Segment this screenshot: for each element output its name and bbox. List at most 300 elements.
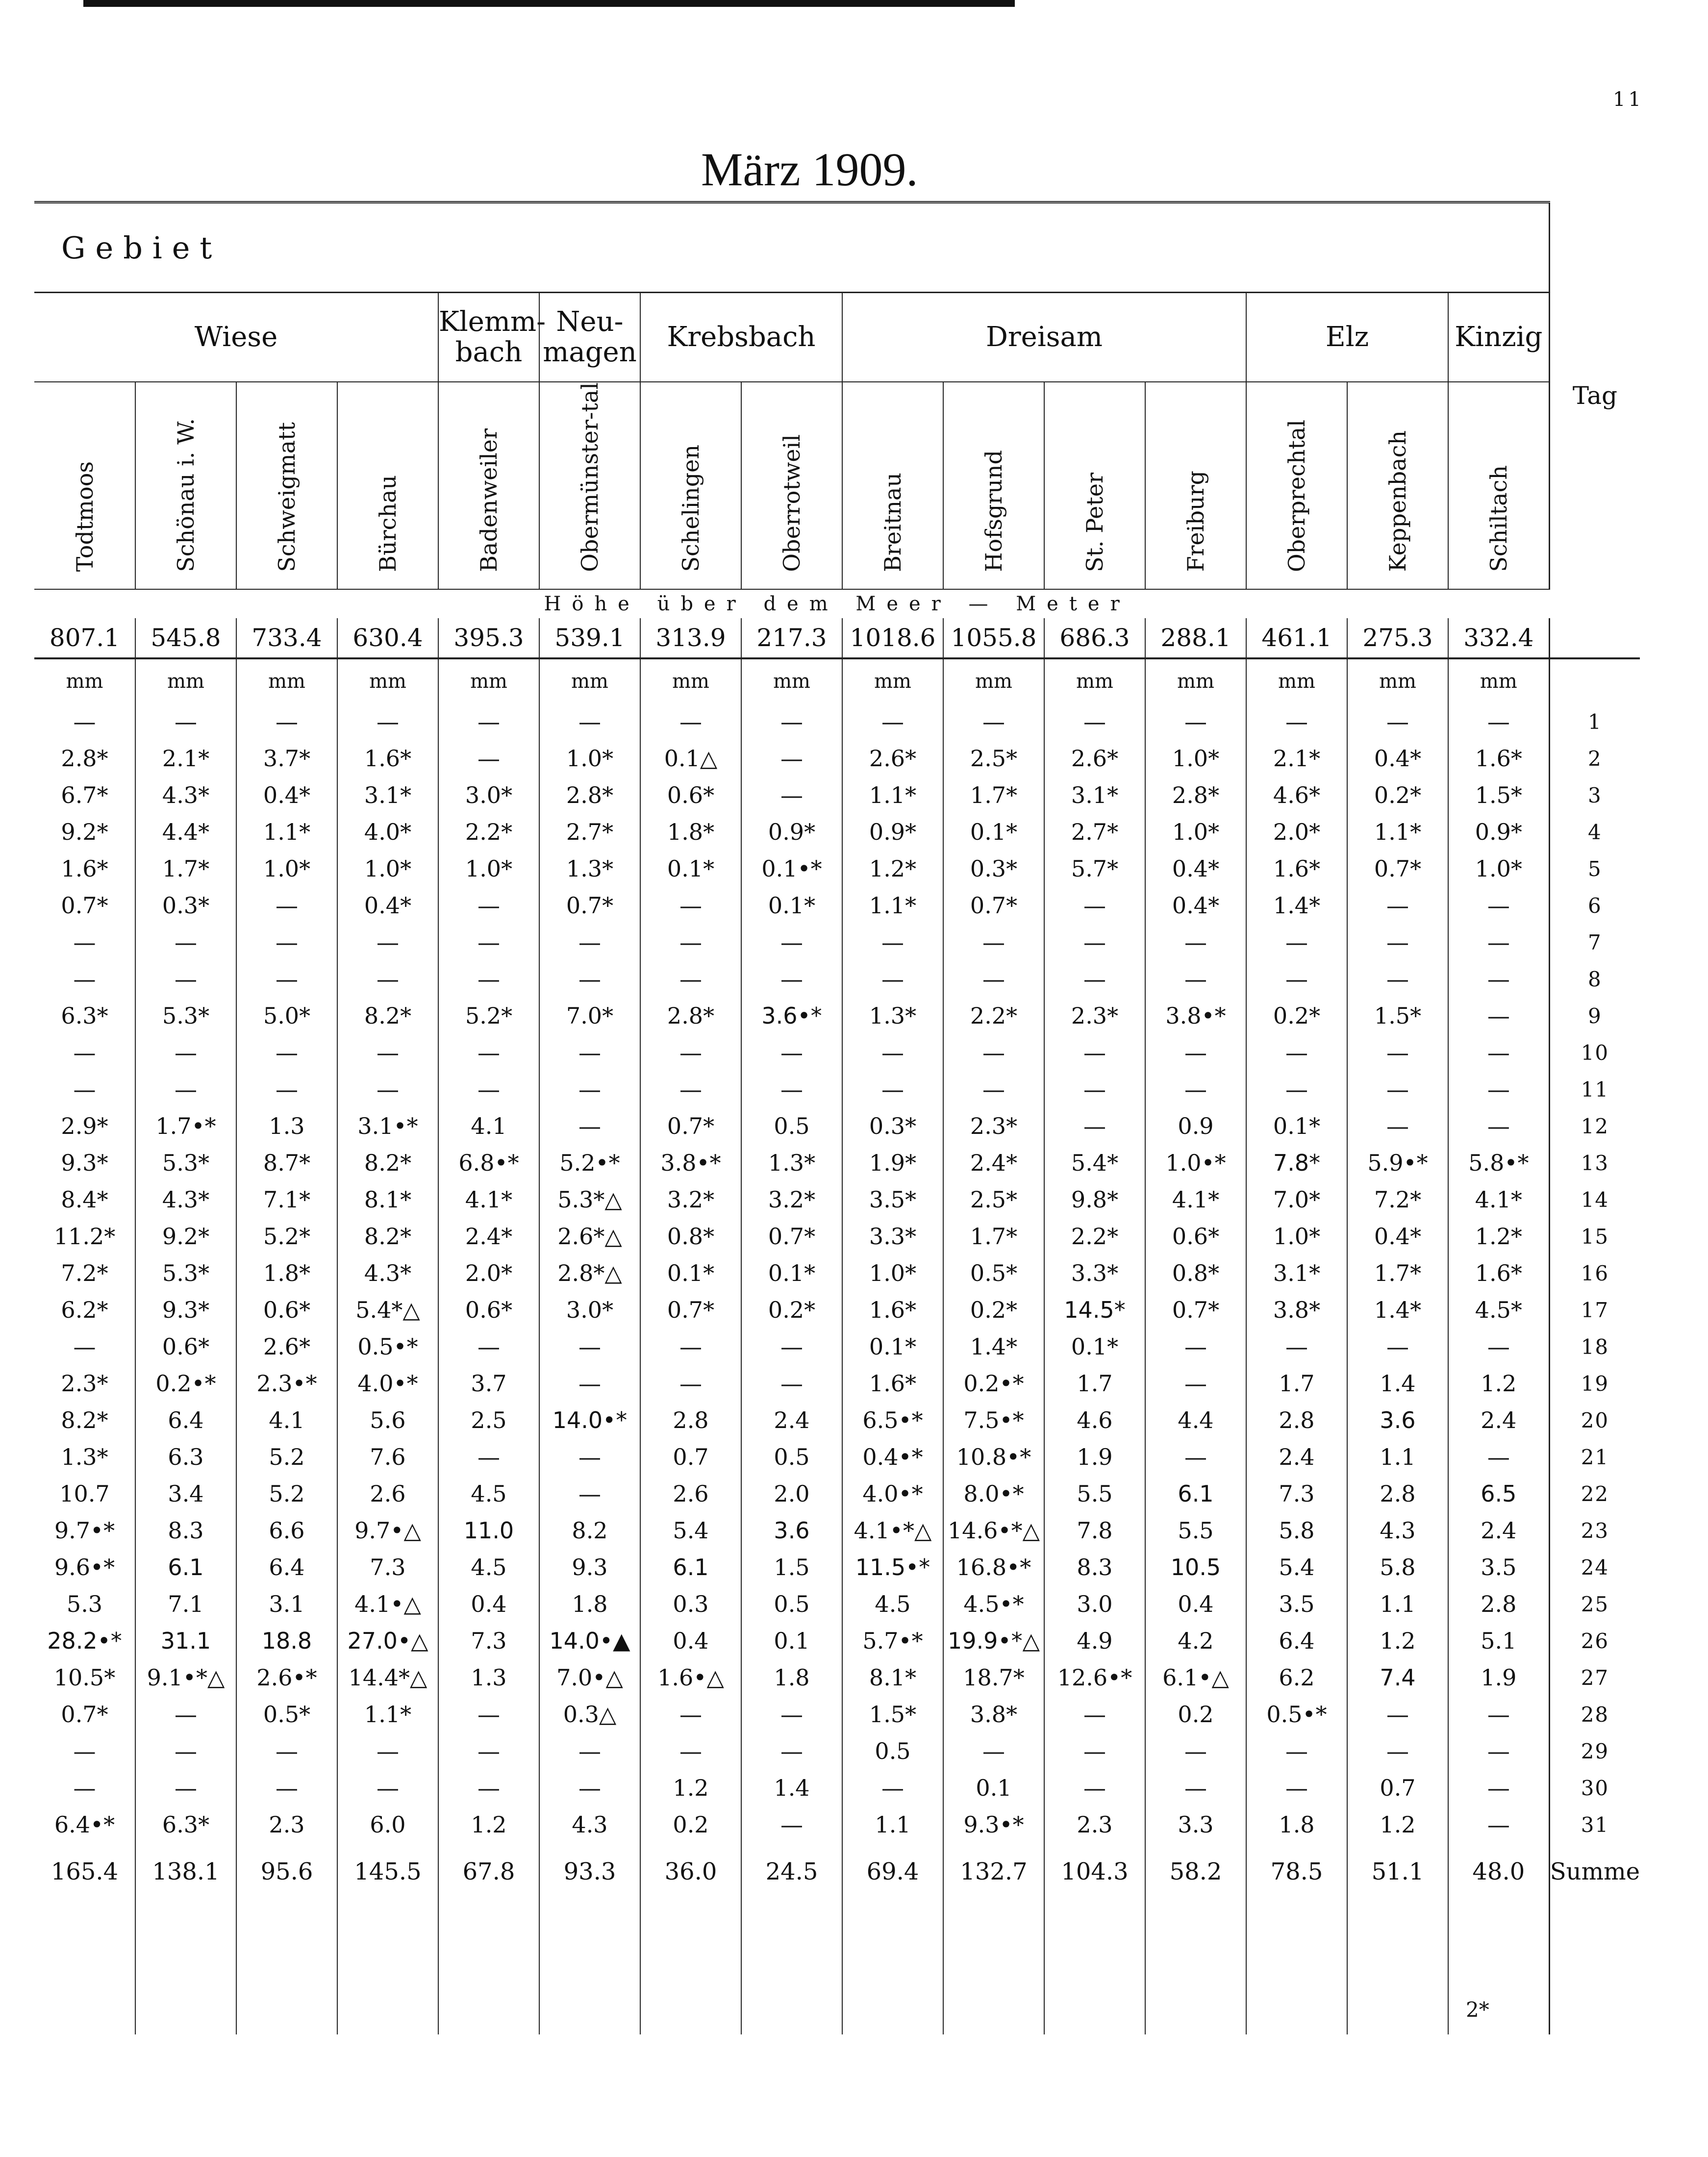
precip-value: 7.6: [337, 1439, 438, 1476]
monthly-sum: 95.6: [236, 1843, 337, 1927]
precip-value: —: [1347, 887, 1448, 924]
day-number: 14: [1549, 1181, 1640, 1218]
precip-value: 4.3*: [135, 1181, 236, 1218]
precip-value: —: [539, 1733, 640, 1770]
precip-value: 5.4: [1246, 1549, 1347, 1586]
station-elevation: 545.8: [135, 618, 236, 658]
precip-value: —: [1246, 1770, 1347, 1806]
station-elevation: 807.1: [34, 618, 135, 658]
unit-label: mm: [1347, 658, 1448, 703]
precip-value: 1.7*: [943, 1218, 1044, 1255]
precip-value: 1.3: [236, 1108, 337, 1145]
precip-value: 12.6•*: [1044, 1659, 1145, 1696]
precip-value: 3.6•*: [741, 998, 842, 1034]
precip-value: 8.2*: [34, 1402, 135, 1439]
precip-value: 0.7*: [539, 887, 640, 924]
precip-value: —: [1145, 961, 1246, 998]
table-row: [34, 1071, 1640, 1108]
precip-value: 8.2*: [337, 1218, 438, 1255]
precip-value: —: [1487, 1333, 1510, 1360]
precip-value: —: [539, 703, 640, 740]
precip-value: —: [34, 1733, 135, 1770]
precip-value: —: [1145, 924, 1246, 961]
precip-value: —: [943, 1034, 1044, 1071]
spacer-cell: [640, 1927, 741, 2034]
precip-value: 0.2*: [1246, 998, 1347, 1034]
precip-value: 3.3*: [842, 1218, 943, 1255]
precip-value: 1.0*: [1475, 855, 1522, 882]
precip-value: 2.6*: [236, 1329, 337, 1365]
precip-value: 0.7*: [34, 887, 135, 924]
precip-value: —: [1145, 1439, 1246, 1476]
precip-value: 4.0*: [337, 814, 438, 851]
station-elevation: 1055.8: [943, 618, 1044, 658]
precip-value: 5.2*: [438, 998, 539, 1034]
day-number: 20: [1549, 1402, 1640, 1439]
precip-value: —: [135, 1071, 236, 1108]
precip-value: 3.3: [1145, 1806, 1246, 1843]
precip-value: 10.5*: [34, 1659, 135, 1696]
unit-label: mm: [1246, 658, 1347, 703]
day-number: 13: [1549, 1145, 1640, 1181]
precip-value: —: [1487, 1076, 1510, 1103]
station-header: [1347, 382, 1448, 589]
precip-value: —: [236, 924, 337, 961]
precip-value: —: [1145, 1329, 1246, 1365]
station-header: [640, 382, 741, 589]
precip-value: 2.6: [337, 1476, 438, 1512]
precip-value: 0.4*: [1145, 887, 1246, 924]
precip-value: 10.5: [1145, 1549, 1246, 1586]
day-number: 16: [1549, 1255, 1640, 1292]
spacer-cell: [337, 1927, 438, 2034]
precip-value: 1.4: [741, 1770, 842, 1806]
precip-value: —: [438, 1696, 539, 1733]
precip-value: 2.7*: [1044, 814, 1145, 851]
monthly-sum: 24.5: [741, 1843, 842, 1927]
precip-value: —: [1145, 1733, 1246, 1770]
precip-value: 0.6*: [640, 777, 741, 814]
precip-value: 0.4: [438, 1586, 539, 1623]
table-row: [34, 740, 1640, 777]
precip-value: 1.6*: [337, 740, 438, 777]
precip-value: 1.2: [438, 1806, 539, 1843]
precip-value: 2.9*: [34, 1108, 135, 1145]
precip-value: 1.3*: [842, 998, 943, 1034]
day-number: 26: [1549, 1623, 1640, 1659]
precip-value: —: [1145, 1071, 1246, 1108]
precip-value: 4.3: [1347, 1512, 1448, 1549]
station-name: Obermünster-tal: [577, 382, 603, 572]
precip-value: 16.8•*: [943, 1549, 1044, 1586]
precip-value: 0.2: [1145, 1696, 1246, 1733]
precip-value: 14.0•▲: [539, 1623, 640, 1659]
table-row: [34, 1329, 1640, 1365]
precip-value: —: [741, 1071, 842, 1108]
precip-value: —: [1044, 1071, 1145, 1108]
precip-value: 4.5•*: [943, 1586, 1044, 1623]
precip-value: 2.4: [741, 1402, 842, 1439]
precip-value: 1.0•*: [1145, 1145, 1246, 1181]
day-number: 2: [1549, 740, 1640, 777]
precip-value: 1.4*: [1347, 1292, 1448, 1329]
day-number: 6: [1549, 887, 1640, 924]
unit-label: mm: [1044, 658, 1145, 703]
precip-value: 4.1*: [1475, 1186, 1522, 1213]
day-number: 24: [1549, 1549, 1640, 1586]
precip-value: —: [741, 1365, 842, 1402]
precip-value: 5.4: [640, 1512, 741, 1549]
precip-value: 5.6: [337, 1402, 438, 1439]
day-number: 29: [1549, 1733, 1640, 1770]
precip-value: 1.4*: [1246, 887, 1347, 924]
precip-value: 1.6*: [34, 851, 135, 887]
precip-value: —: [135, 1770, 236, 1806]
precip-value: 4.3*: [337, 1255, 438, 1292]
precip-value: 1.1*: [842, 777, 943, 814]
precip-value: —: [539, 1108, 640, 1145]
precip-value: 6.2: [1246, 1659, 1347, 1696]
monthly-sum: 58.2: [1145, 1843, 1246, 1927]
precip-value: 8.2*: [337, 998, 438, 1034]
precip-value: —: [1487, 892, 1510, 919]
precip-value: —: [34, 1071, 135, 1108]
precip-value: 1.0*: [337, 851, 438, 887]
precip-value: 1.5: [741, 1549, 842, 1586]
day-number: 17: [1549, 1292, 1640, 1329]
unit-label: mm: [135, 658, 236, 703]
precip-value: 14.0•*: [539, 1402, 640, 1439]
precip-value: 5.3*: [135, 998, 236, 1034]
station-elevation: 313.9: [640, 618, 741, 658]
precip-value: 0.5•*: [1246, 1696, 1347, 1733]
table-row: [34, 814, 1640, 851]
precip-value: 3.2*: [741, 1181, 842, 1218]
precip-value: 0.4: [1145, 1586, 1246, 1623]
precip-value: —: [1347, 703, 1448, 740]
unit-label: mm: [943, 658, 1044, 703]
precip-value: 6.3: [135, 1439, 236, 1476]
precip-value: 3.1*: [1246, 1255, 1347, 1292]
precip-value: —: [539, 1329, 640, 1365]
precip-value: 8.4*: [34, 1181, 135, 1218]
precip-value: 19.9•*△: [943, 1623, 1044, 1659]
spacer-cell: [943, 1927, 1044, 2034]
precip-value: —: [741, 740, 842, 777]
station-header: [943, 382, 1044, 589]
station-header: [135, 382, 236, 589]
precip-value: 1.6*: [842, 1365, 943, 1402]
precip-value: 0.7*: [1347, 851, 1448, 887]
precip-value: 4.3: [539, 1806, 640, 1843]
unit-label: mm: [34, 658, 135, 703]
station-name: St. Peter: [1081, 472, 1108, 572]
precip-value: 6.1: [1145, 1476, 1246, 1512]
precip-value: 2.4: [1481, 1517, 1517, 1544]
precip-value: 8.3: [135, 1512, 236, 1549]
precip-value: 7.4: [1347, 1659, 1448, 1696]
precip-value: 5.0*: [236, 998, 337, 1034]
precip-value: 7.3: [438, 1623, 539, 1659]
unit-label: mm: [438, 658, 539, 703]
precip-value: 2.0*: [1246, 814, 1347, 851]
precip-value: 0.3△: [539, 1696, 640, 1733]
precip-value: 0.2: [640, 1806, 741, 1843]
precip-value: 2.8*△: [539, 1255, 640, 1292]
precip-value: 5.7•*: [842, 1623, 943, 1659]
precip-value: 0.3*: [842, 1108, 943, 1145]
precip-value: 1.6*: [1475, 1260, 1522, 1287]
precip-value: —: [135, 703, 236, 740]
precip-value: 2.3*: [943, 1108, 1044, 1145]
precip-value: —: [438, 1329, 539, 1365]
precip-value: 3.0*: [539, 1292, 640, 1329]
precip-value: 8.0•*: [943, 1476, 1044, 1512]
footer-mark: 2*: [1466, 1998, 1489, 2022]
precip-value: 0.6*: [236, 1292, 337, 1329]
station-elevation: 395.3: [438, 618, 539, 658]
river-klemmbach: Klemm-bach: [438, 293, 539, 382]
precip-value: 5.7*: [1044, 851, 1145, 887]
precip-value: 6.1: [640, 1549, 741, 1586]
precip-value: 3.0*: [438, 777, 539, 814]
precip-value: 0.5: [741, 1586, 842, 1623]
precip-value: 6.5: [1481, 1480, 1517, 1507]
precip-value: 1.4*: [943, 1329, 1044, 1365]
precip-value: 0.2•*: [135, 1365, 236, 1402]
precip-value: 5.5: [1145, 1512, 1246, 1549]
precip-value: 0.9: [1145, 1108, 1246, 1145]
precip-value: 3.6: [1347, 1402, 1448, 1439]
precip-value: 0.1: [741, 1623, 842, 1659]
precip-value: 6.7*: [34, 777, 135, 814]
station-header: [1448, 382, 1549, 589]
precip-value: —: [337, 961, 438, 998]
precip-value: 3.6: [741, 1512, 842, 1549]
gebiet-header: Gebiet: [34, 202, 1549, 293]
precip-value: 0.8*: [1145, 1255, 1246, 1292]
precip-value: 2.3: [236, 1806, 337, 1843]
precip-value: 5.2•*: [539, 1145, 640, 1181]
spacer-cell: [1347, 1927, 1448, 2034]
precip-value: 2.8*: [34, 740, 135, 777]
precip-value: 14.5*: [1044, 1292, 1145, 1329]
precip-value: 2.4*: [943, 1145, 1044, 1181]
precip-value: —: [34, 703, 135, 740]
precip-value: 0.4•*: [842, 1439, 943, 1476]
precip-value: 0.1*: [640, 1255, 741, 1292]
elevation-caption: Höhe über dem Meer — Meter: [544, 592, 1130, 615]
table-row: [34, 961, 1640, 998]
precip-value: 8.2*: [337, 1145, 438, 1181]
precip-value: —: [1044, 1696, 1145, 1733]
precip-value: —: [640, 1733, 741, 1770]
day-number: 1: [1549, 703, 1640, 740]
precip-value: 3.8•*: [640, 1145, 741, 1181]
precip-value: 4.6: [1044, 1402, 1145, 1439]
precip-value: 0.1*: [943, 814, 1044, 851]
table-row: [34, 887, 1640, 924]
precip-value: 9.8*: [1044, 1181, 1145, 1218]
precip-value: —: [1487, 1738, 1510, 1765]
page-number: 11: [1613, 88, 1644, 111]
precip-value: 1.2: [1347, 1806, 1448, 1843]
precip-value: 4.0•*: [337, 1365, 438, 1402]
station-elevation: 630.4: [337, 618, 438, 658]
precip-value: 2.5*: [943, 740, 1044, 777]
precip-value: —: [842, 924, 943, 961]
precip-value: 1.1*: [1347, 814, 1448, 851]
precip-value: 3.7*: [236, 740, 337, 777]
precip-value: —: [640, 703, 741, 740]
precip-value: 3.0: [1044, 1586, 1145, 1623]
precip-value: —: [943, 1733, 1044, 1770]
precip-value: —: [741, 961, 842, 998]
precip-value: 28.2•*: [34, 1623, 135, 1659]
precip-value: —: [1487, 1003, 1510, 1029]
precip-value: 5.3*△: [539, 1181, 640, 1218]
station-header: [337, 382, 438, 589]
precip-value: —: [135, 1034, 236, 1071]
precip-value: 8.1*: [337, 1181, 438, 1218]
precip-value: 11.0: [438, 1512, 539, 1549]
precip-value: 0.9*: [842, 814, 943, 851]
precip-value: —: [741, 777, 842, 814]
precip-value: 7.8*: [1246, 1145, 1347, 1181]
precip-value: 4.5*: [1475, 1297, 1522, 1324]
precip-value: —: [1487, 966, 1510, 993]
precip-value: 1.1: [1347, 1586, 1448, 1623]
precip-value: 2.3: [1044, 1806, 1145, 1843]
table-row: [34, 1255, 1640, 1292]
precip-value: 0.3: [640, 1586, 741, 1623]
table-row: [34, 924, 1640, 961]
precip-value: 2.8: [1246, 1402, 1347, 1439]
precip-value: 11.5•*: [842, 1549, 943, 1586]
precip-value: —: [741, 1696, 842, 1733]
precip-value: 2.6•*: [236, 1659, 337, 1696]
precip-value: —: [539, 1439, 640, 1476]
table-bottom-spacer: [34, 1927, 1640, 2034]
spacer-cell: [842, 1927, 943, 2034]
precip-value: —: [1487, 1811, 1510, 1838]
day-number: 5: [1549, 851, 1640, 887]
precip-value: 9.3•*: [943, 1806, 1044, 1843]
precip-value: —: [1347, 1034, 1448, 1071]
monthly-sum: 51.1: [1347, 1843, 1448, 1927]
precip-value: 0.1*: [741, 887, 842, 924]
monthly-sum: 132.7: [943, 1843, 1044, 1927]
precip-value: 1.9*: [842, 1145, 943, 1181]
precip-value: 2.8: [640, 1402, 741, 1439]
station-header: [842, 382, 943, 589]
precip-value: 1.6*: [1246, 851, 1347, 887]
precip-value: —: [337, 1770, 438, 1806]
station-elevation: 275.3: [1347, 618, 1448, 658]
precip-value: 7.1: [135, 1586, 236, 1623]
precip-value: 3.8*: [1246, 1292, 1347, 1329]
precip-value: —: [34, 924, 135, 961]
precip-value: —: [943, 924, 1044, 961]
precip-value: —: [34, 961, 135, 998]
precip-value: 18.8: [236, 1623, 337, 1659]
precip-value: 1.7*: [943, 777, 1044, 814]
precip-value: 1.8*: [236, 1255, 337, 1292]
precip-value: 0.7*: [741, 1218, 842, 1255]
precip-value: —: [842, 1071, 943, 1108]
precip-value: —: [539, 1770, 640, 1806]
precip-value: —: [1487, 1444, 1510, 1471]
precip-value: —: [943, 1071, 1044, 1108]
table-row: [34, 1586, 1640, 1623]
table-row: [34, 1806, 1640, 1843]
precip-value: —: [438, 1034, 539, 1071]
precip-value: 10.8•*: [943, 1439, 1044, 1476]
precip-value: 3.1: [236, 1586, 337, 1623]
station-name: Freiburg: [1182, 471, 1209, 572]
precip-value: —: [539, 1071, 640, 1108]
precip-value: 7.8: [1044, 1512, 1145, 1549]
precip-value: 1.3*: [741, 1145, 842, 1181]
unit-label: mm: [236, 658, 337, 703]
day-number: 28: [1549, 1696, 1640, 1733]
precip-value: 1.9: [1481, 1664, 1517, 1691]
precip-value: 1.1*: [337, 1696, 438, 1733]
precip-value: 0.1*: [1246, 1108, 1347, 1145]
precip-value: —: [438, 1770, 539, 1806]
precip-value: 0.9*: [741, 814, 842, 851]
table-row: [34, 1623, 1640, 1659]
precip-value: —: [539, 1365, 640, 1402]
precip-value: 0.8*: [640, 1218, 741, 1255]
table-row: [34, 1476, 1640, 1512]
precip-value: —: [1487, 1701, 1510, 1728]
precip-value: 3.1•*: [337, 1108, 438, 1145]
precip-value: —: [438, 961, 539, 998]
precip-value: —: [438, 740, 539, 777]
precip-value: —: [539, 1034, 640, 1071]
day-number: 12: [1549, 1108, 1640, 1145]
precip-value: 1.1*: [842, 887, 943, 924]
precip-value: —: [741, 1034, 842, 1071]
precip-value: 8.7*: [236, 1145, 337, 1181]
station-name: Schiltach: [1485, 465, 1512, 572]
precip-value: 1.2: [1347, 1623, 1448, 1659]
elevation-tag-spacer: [1549, 618, 1640, 658]
precip-value: —: [1246, 1071, 1347, 1108]
precip-value: 1.3*: [34, 1439, 135, 1476]
station-name: Breitnau: [879, 472, 906, 572]
monthly-sum: 145.5: [337, 1843, 438, 1927]
precip-value: 11.2*: [34, 1218, 135, 1255]
precip-value: 4.6*: [1246, 777, 1347, 814]
precip-value: —: [438, 924, 539, 961]
table-row: [34, 1292, 1640, 1329]
precip-value: 0.5*: [236, 1696, 337, 1733]
precip-value: 1.7•*: [135, 1108, 236, 1145]
precip-value: 0.1△: [640, 740, 741, 777]
spacer-cell: [34, 1927, 135, 2034]
precip-value: —: [640, 887, 741, 924]
precip-value: 0.6*: [1145, 1218, 1246, 1255]
spacer-cell: [1044, 1927, 1145, 2034]
precip-value: 2.2*: [1044, 1218, 1145, 1255]
unit-label: mm: [539, 658, 640, 703]
table-row: [34, 851, 1640, 887]
precip-value: 0.5: [741, 1108, 842, 1145]
precip-value: 1.7*: [1347, 1255, 1448, 1292]
monthly-sum: 93.3: [539, 1843, 640, 1927]
